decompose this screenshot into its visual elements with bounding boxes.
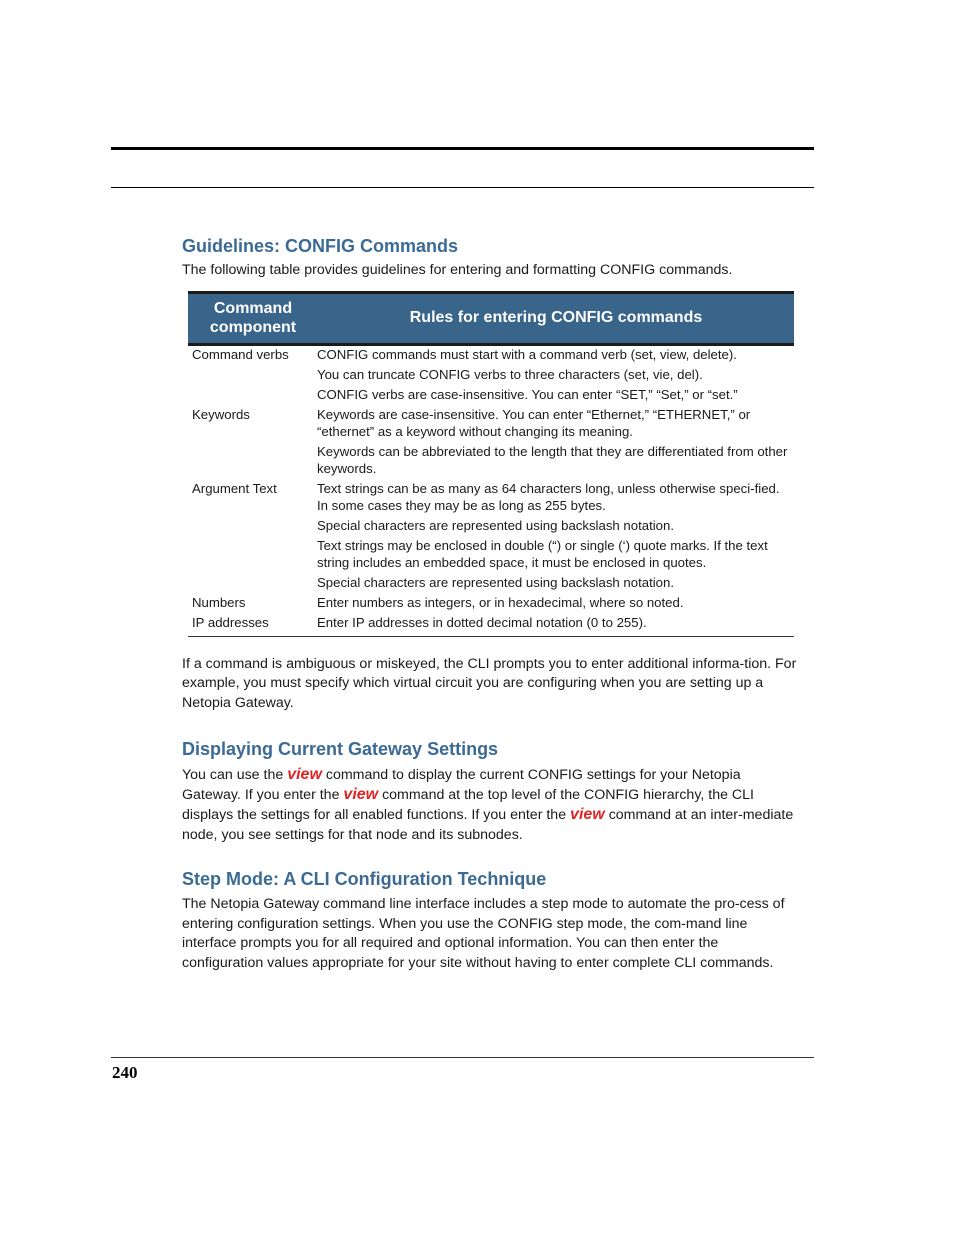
table-row	[188, 386, 794, 406]
table-row	[188, 614, 794, 634]
row-rule: Special characters are represented using backslash notation.	[317, 517, 675, 533]
row-rule: Text strings may be enclosed in double (“) or single (‘) quote marks. If the text string includes an embedded space, it must be enclosed in quotes.	[317, 537, 768, 570]
table-row	[188, 594, 794, 614]
config-guidelines-table	[188, 291, 794, 637]
row-component	[188, 443, 317, 480]
guidelines-heading: Guidelines: CONFIG Commands	[182, 236, 459, 256]
view-keyword: view	[570, 806, 605, 823]
row-component: IP addresses	[192, 614, 269, 630]
text-span: command at the top level of the CONFIG hierarchy, the CLI displays the settings for all enabled functions. If you enter the	[182, 787, 754, 823]
table-row	[188, 537, 794, 574]
row-rule: Enter IP addresses in dotted decimal notation (0 to 255).	[317, 614, 647, 630]
table-header	[188, 291, 794, 346]
row-rule: Text strings can be as many as 64 characters long, unless otherwise speci-fied. In some cases they may be as long as 255 bytes.	[317, 480, 780, 513]
row-component: Keywords	[192, 406, 250, 422]
row-component	[188, 517, 317, 537]
row-rule: You can truncate CONFIG verbs to three characters (set, vie, del).	[317, 366, 703, 382]
table-row	[188, 346, 794, 366]
displaying-settings-heading: Displaying Current Gateway Settings	[182, 739, 499, 759]
text-span: command to display the current CONFIG settings for your Netopia Gateway. If you enter the	[182, 767, 741, 803]
displaying-settings-paragraph	[182, 765, 797, 845]
row-component	[188, 366, 317, 386]
row-component: Argument Text	[192, 480, 277, 496]
text-span: You can use the	[182, 767, 284, 783]
header-rule-thick	[111, 147, 814, 150]
row-rule: Keywords are case-insensitive. You can enter “Ethernet,” “ETHERNET,” or “ethernet” as a keyword without changing its meaning.	[317, 406, 751, 439]
header-rule-thin	[111, 187, 814, 188]
row-component	[188, 574, 317, 594]
guidelines-intro: The following table provides guidelines for entering and formatting CONFIG commands.	[182, 262, 733, 278]
step-mode-heading: Step Mode: A CLI Configuration Technique	[182, 869, 547, 889]
ambiguous-command-paragraph: If a command is ambiguous or miskeyed, the CLI prompts you to enter additional informa-tion. For example, you must specify which virtual circuit you are configuring when you are setting up a Netopia Gateway.	[182, 655, 797, 711]
footer-rule	[111, 1057, 814, 1058]
table-row	[188, 443, 794, 480]
row-component	[188, 386, 317, 406]
table-row	[188, 574, 794, 594]
view-keyword: view	[343, 786, 379, 803]
step-mode-paragraph: The Netopia Gateway command line interface includes a step mode to automate the pro-cess of entering configuration settings. When you use the CONFIG step mode, the com-mand line interface prompts you for all required and optional information. You can then enter the configuration values appropriate for your site without having to enter complete CLI commands.	[182, 896, 785, 971]
text-span: command at an inter-mediate node, you see settings for that node and its subnodes.	[182, 807, 794, 843]
table-row	[188, 517, 794, 537]
row-rule: Keywords can be abbreviated to the length that they are differentiated from other keywords.	[317, 443, 788, 476]
row-component: Command verbs	[192, 346, 289, 362]
col-header-component: Command component	[209, 300, 297, 336]
row-rule: Special characters are represented using backslash notation.	[317, 574, 675, 590]
row-component: Numbers	[192, 594, 246, 610]
table-row	[188, 480, 794, 517]
page-content	[182, 236, 797, 973]
page-number: 240	[112, 1063, 138, 1082]
table-body	[188, 346, 794, 637]
row-component	[188, 537, 317, 574]
table-row	[188, 366, 794, 386]
view-keyword: view	[287, 766, 322, 783]
row-rule: CONFIG verbs are case-insensitive. You can enter “SET,” “Set,” or “set.”	[317, 386, 738, 402]
row-rule: CONFIG commands must start with a command verb (set, view, delete).	[317, 346, 737, 362]
row-rule: Enter numbers as integers, or in hexadecimal, where so noted.	[317, 594, 684, 610]
col-header-rules: Rules for entering CONFIG commands	[409, 309, 703, 326]
table-row	[188, 406, 794, 443]
